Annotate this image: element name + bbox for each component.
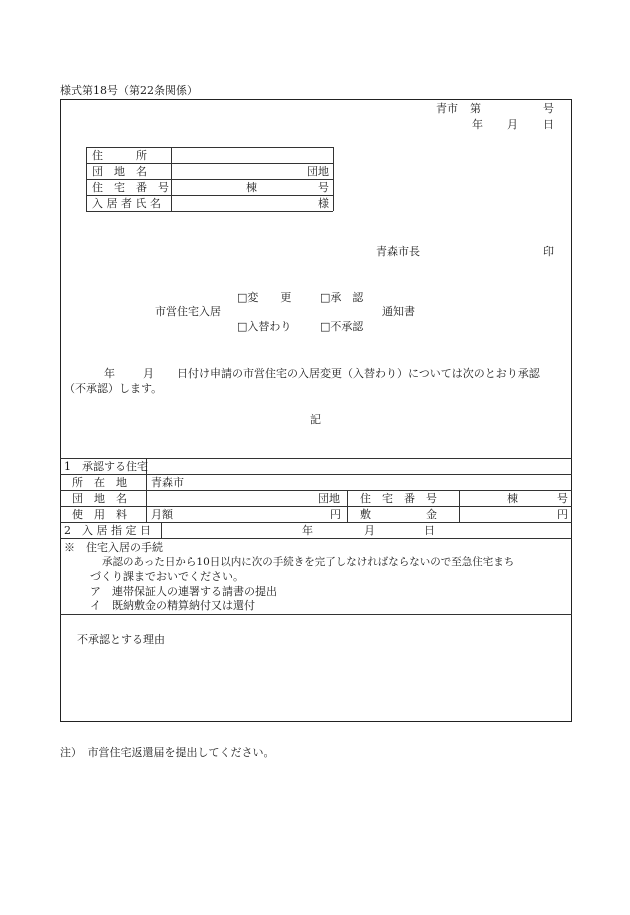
title-option-reject: □不承認: [320, 320, 364, 333]
title-option-change: □変 更: [237, 291, 292, 304]
issuer-label: 青市: [436, 102, 458, 115]
body-text-line2: （不承認）します。: [64, 382, 163, 395]
location-value: 青森市: [151, 476, 184, 489]
recipient-address-label: 住 所: [92, 149, 147, 162]
section1-title: 1 承認する住宅: [64, 460, 148, 473]
recipient-house-no-label: 住 宅 番 号: [92, 181, 169, 194]
title-option-replace: □入替わり: [237, 320, 292, 333]
procedure-heading: ※ 住宅入居の手続: [64, 541, 163, 554]
date-month: 月: [507, 118, 518, 131]
location-label: 所 在 地: [72, 476, 127, 489]
section2-title: 2 入 居 指 定 日: [64, 524, 151, 537]
move-in-month: 月: [364, 524, 375, 537]
rent-label: 使 用 料: [72, 508, 127, 521]
deposit-label: 敷 金: [360, 508, 437, 521]
body-month: 月: [143, 367, 154, 380]
form-number: 様式第18号（第22条関係）: [60, 84, 198, 97]
recipient-complex-suffix: 団地: [307, 165, 329, 178]
complex-suffix: 団地: [318, 492, 340, 505]
recipient-number-label: 号: [318, 181, 329, 194]
procedure-item-a: ア 連帯保証人の連署する請書の提出: [90, 585, 277, 598]
ki-heading: 記: [310, 413, 321, 426]
move-in-year: 年: [302, 524, 313, 537]
procedure-line2: づくり課までおいでください。: [90, 570, 244, 583]
document-no-suffix: 号: [543, 102, 554, 115]
recipient-building-label: 棟: [246, 181, 257, 194]
title-option-approve: □承 認: [320, 291, 364, 304]
move-in-day: 日: [424, 524, 435, 537]
building-label: 棟: [507, 492, 518, 505]
footnote: 注） 市営住宅返還届を提出してください。: [60, 746, 275, 759]
rejection-reason-label: 不承認とする理由: [77, 633, 165, 646]
body-text-line1: 日付け申請の市営住宅の入居変更（入替わり）については次のとおり承認: [177, 367, 540, 380]
number-label: 号: [557, 492, 568, 505]
house-no-label: 住 宅 番 号: [360, 492, 437, 505]
rent-prefix: 月額: [151, 508, 173, 521]
recipient-name-label: 入 居 者 氏 名: [92, 197, 161, 210]
procedure-item-b: イ 既納敷金の精算納付又は還付: [90, 599, 255, 612]
seal-mark: 印: [543, 245, 554, 258]
title-suffix: 通知書: [382, 305, 415, 318]
deposit-yen: 円: [557, 508, 568, 521]
recipient-honorific: 様: [318, 197, 329, 210]
document-no-label: 第: [470, 102, 481, 115]
title-prefix: 市営住宅入居: [155, 305, 221, 318]
procedure-line1: 承認のあった日から10日以内に次の手続きを完了しなければならないので至急住宅まち: [102, 556, 515, 568]
body-year: 年: [104, 367, 115, 380]
date-year: 年: [472, 118, 483, 131]
mayor-title: 青森市長: [376, 245, 420, 258]
recipient-complex-label: 団 地 名: [92, 165, 147, 178]
date-day: 日: [543, 118, 554, 131]
rent-yen: 円: [330, 508, 341, 521]
complex-label: 団 地 名: [72, 492, 127, 505]
